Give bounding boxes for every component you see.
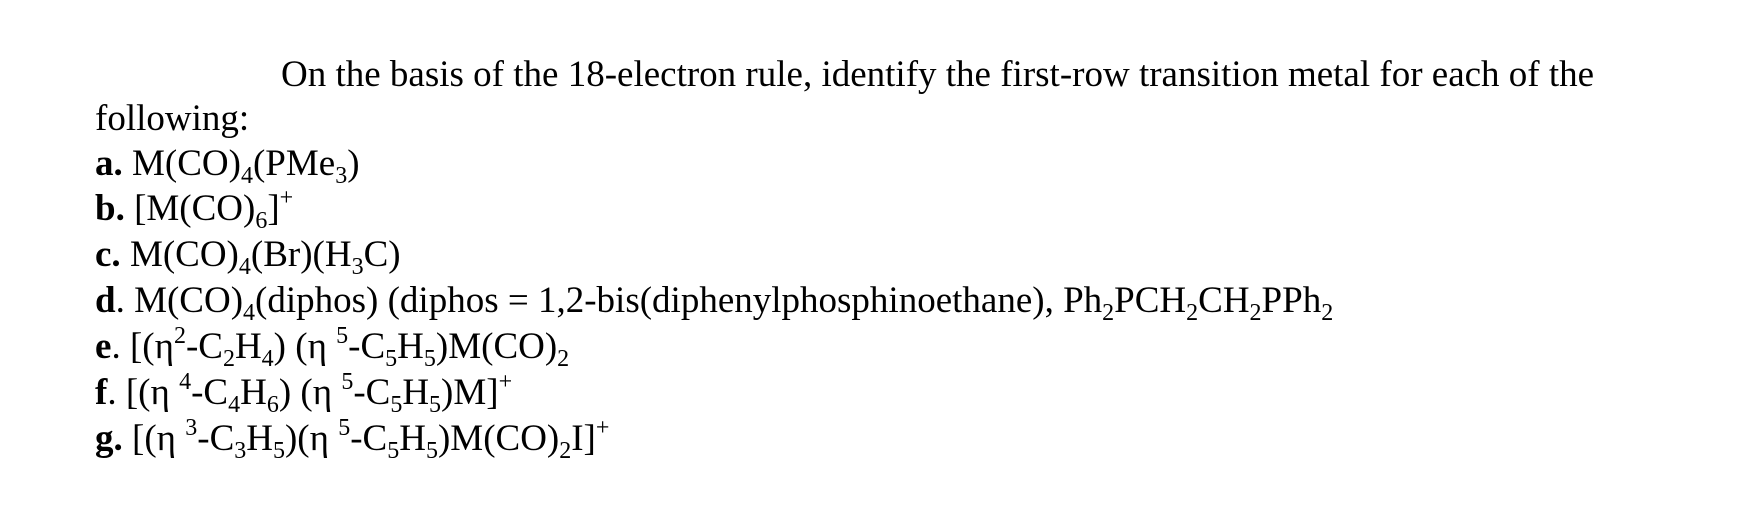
subscript: 6 bbox=[255, 208, 268, 234]
subscript: 5 bbox=[385, 346, 398, 372]
list-item-a bbox=[95, 142, 360, 190]
subscript: 2 bbox=[557, 346, 570, 372]
subscript: 6 bbox=[266, 392, 279, 418]
formula-text: C) bbox=[363, 234, 401, 275]
list-item-g bbox=[95, 417, 609, 465]
list-item-b bbox=[95, 187, 293, 235]
formula-text: -C bbox=[348, 326, 386, 367]
formula-text: H bbox=[234, 326, 262, 367]
formula-b bbox=[124, 185, 294, 234]
formula-text: (diphos) (diphos = 1,2-bis(diphenylphosphinoethane), Ph bbox=[255, 280, 1103, 321]
superscript: 5 bbox=[341, 369, 354, 395]
formula-text: -C bbox=[350, 418, 388, 459]
formula-text: ] bbox=[267, 188, 280, 229]
subscript: 4 bbox=[238, 254, 251, 280]
superscript: 2 bbox=[173, 323, 186, 349]
item-marker-a: a. bbox=[95, 143, 123, 184]
subscript: 4 bbox=[243, 300, 256, 326]
formula-text: ) (η bbox=[278, 372, 342, 413]
item-marker-f: f bbox=[95, 372, 108, 413]
formula-text: . [(η bbox=[107, 372, 180, 413]
formula-text: . [(η bbox=[111, 326, 174, 367]
formula-text: -C bbox=[353, 372, 391, 413]
subscript: 2 bbox=[1102, 300, 1115, 326]
subscript: 5 bbox=[272, 438, 285, 464]
formula-text: I] bbox=[571, 418, 596, 459]
subscript: 4 bbox=[240, 163, 253, 189]
formula-text: -C bbox=[197, 418, 235, 459]
superscript: 5 bbox=[338, 415, 351, 441]
superscript: + bbox=[279, 185, 294, 211]
item-marker-e: e bbox=[95, 326, 112, 367]
formula-f bbox=[107, 369, 513, 418]
subscript: 3 bbox=[335, 163, 348, 189]
subscript: 3 bbox=[351, 254, 364, 280]
item-marker-g: g. bbox=[95, 418, 123, 459]
formula-text: )M(CO) bbox=[437, 418, 560, 459]
formula-text: (PMe bbox=[252, 143, 336, 184]
formula-text: M(CO) bbox=[120, 234, 239, 275]
formula-text: )(η bbox=[284, 418, 339, 459]
list-item-f bbox=[95, 371, 512, 419]
formula-text: . M(CO) bbox=[115, 280, 244, 321]
question-intro-line-2: following: bbox=[95, 98, 250, 139]
list-item-c bbox=[95, 233, 401, 281]
formula-text: ) (η bbox=[273, 326, 337, 367]
subscript: 5 bbox=[429, 392, 442, 418]
superscript: 5 bbox=[336, 323, 349, 349]
formula-d bbox=[115, 280, 1334, 326]
formula-text: H bbox=[240, 372, 267, 413]
subscript: 2 bbox=[559, 438, 572, 464]
formula-text: PCH bbox=[1114, 280, 1187, 321]
subscript: 2 bbox=[1186, 300, 1199, 326]
formula-text: )M] bbox=[441, 372, 499, 413]
formula-text: H bbox=[402, 372, 430, 413]
list-item-e bbox=[95, 325, 569, 373]
formula-text: [(η bbox=[122, 418, 186, 459]
subscript: 5 bbox=[390, 392, 403, 418]
formula-text: M(CO) bbox=[122, 143, 241, 184]
formula-g bbox=[122, 415, 610, 464]
formula-e bbox=[111, 323, 570, 372]
item-marker-c: c. bbox=[95, 234, 121, 275]
formula-c bbox=[120, 234, 401, 280]
superscript: + bbox=[595, 415, 610, 441]
subscript: 2 bbox=[1321, 300, 1334, 326]
formula-a bbox=[122, 143, 360, 189]
subscript: 4 bbox=[228, 392, 241, 418]
subscript: 3 bbox=[234, 438, 247, 464]
formula-text: H bbox=[246, 418, 273, 459]
formula-text: (Br)(H bbox=[250, 234, 352, 275]
subscript: 2 bbox=[222, 346, 235, 372]
superscript: 4 bbox=[179, 369, 192, 395]
subscript: 5 bbox=[425, 438, 438, 464]
item-marker-d: d bbox=[95, 280, 116, 321]
formula-text: H bbox=[397, 326, 424, 367]
superscript: + bbox=[498, 369, 513, 395]
subscript: 5 bbox=[387, 438, 400, 464]
formula-text: -C bbox=[191, 372, 229, 413]
formula-text: ) bbox=[347, 143, 360, 184]
formula-text: -C bbox=[185, 326, 223, 367]
question-intro-line-1: On the basis of the 18-electron rule, identify the first-row transition metal for each of the bbox=[281, 54, 1595, 95]
superscript: 3 bbox=[185, 415, 198, 441]
formula-text: CH bbox=[1198, 280, 1250, 321]
list-item-d bbox=[95, 279, 1333, 327]
formula-text: [M(CO) bbox=[124, 188, 256, 229]
formula-text: H bbox=[399, 418, 426, 459]
subscript: 5 bbox=[423, 346, 436, 372]
subscript: 2 bbox=[1249, 300, 1262, 326]
formula-text: PPh bbox=[1261, 280, 1322, 321]
item-marker-b: b. bbox=[95, 188, 125, 229]
formula-text: )M(CO) bbox=[435, 326, 558, 367]
subscript: 4 bbox=[261, 346, 274, 372]
